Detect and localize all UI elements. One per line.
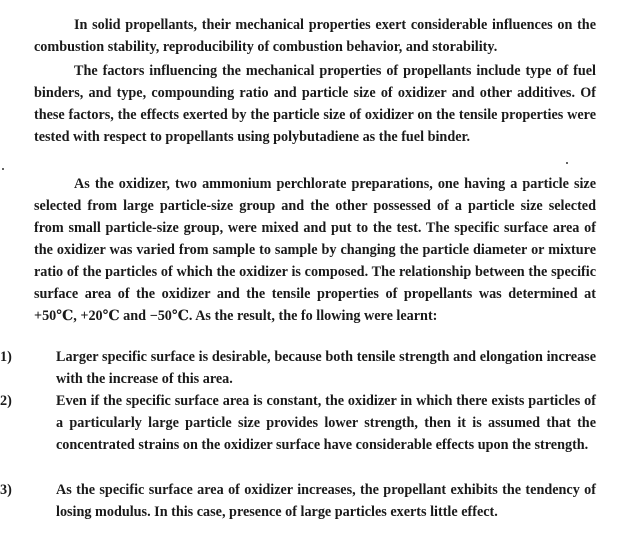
list-item [0, 346, 596, 390]
paragraph-method: As the oxidizer, two ammonium perchlorate preparations, one having a particle size selected from large particle-size group and the other possessed of a particle size selected from small particle-size group, were mixed and put to the test. The specific surface area of the oxidizer was varied from sample to sample by changing the particle diameter or mixture ratio of the particles of which the oxidizer is composed. The relationship between the specific surface area of the oxidizer and the tensile properties of propellants was determined at +50℃, +20℃ and −50℃. As the result, the fo llowing were learnt: [34, 176, 596, 324]
list-item-number: 3) [0, 482, 12, 498]
list-item-number: 1) [0, 349, 12, 365]
list-item-number: 2) [0, 393, 12, 409]
list-item-text: As the specific surface area of oxidizer increases, the propellant exhibits the tendency of losing modulus. In this case, presence of large particles exerts little effect. [56, 482, 596, 520]
list-item [0, 390, 596, 456]
scan-speck [2, 168, 4, 170]
list-item [0, 479, 596, 523]
list-item-text: Even if the specific surface area is constant, the oxidizer in which there exists particles of a particularly large particle size provides lower strength, then it is assumed that the concentrated strains on the oxidizer surface have considerable effects upon the strength. [56, 393, 596, 453]
paragraph-intro: In solid propellants, their mechanical properties exert considerable influences on the combustion stability, reproducibility of combustion behavior, and storability. [34, 17, 596, 55]
scan-speck [566, 162, 568, 164]
paragraph-factors: The factors influencing the mechanical properties of propellants include type of fuel binders, and type, compounding ratio and particle size of oxidizer and other additives. Of these factors, the effects exerted by the particle size of oxidizer on the tensile properties were tested with respect to propellants using polybutadiene as the fuel binder. [34, 63, 596, 145]
list-item-text: Larger specific surface is desirable, because both tensile strength and elongation increase with the increase of this area. [56, 349, 596, 387]
